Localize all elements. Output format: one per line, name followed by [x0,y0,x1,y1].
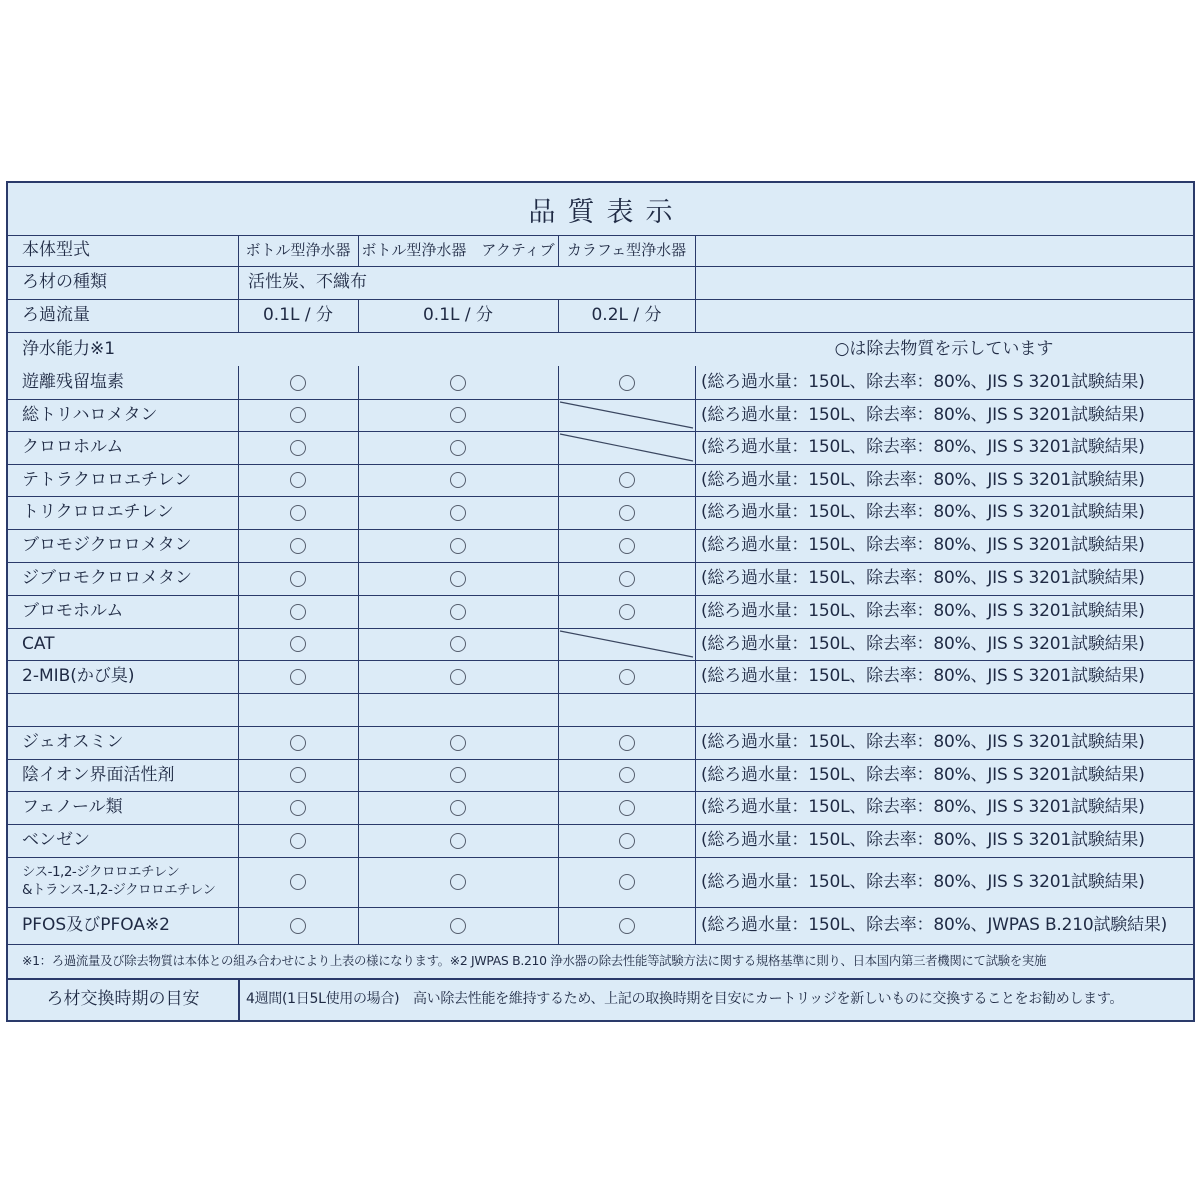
substance-name: テトラクロロエチレン [22,469,192,490]
test-result: (総ろ過水量：150L、除去率：80%、JIS S 3201試験結果) [701,437,1145,457]
substance-name: ブロモホルム [22,601,124,621]
flow-col-3: 0.2L / 分 [591,305,662,325]
test-result: (総ろ過水量：150L、除去率：80%、JIS S 3201試験結果) [701,502,1145,522]
not-applicable-slash [560,434,693,461]
substance-name: 陰イオン界面活性剤 [22,764,175,785]
test-result: (総ろ過水量：150L、除去率：80%、JIS S 3201試験結果) [701,797,1145,817]
substance-name: ジブロモクロロメタン [22,568,192,588]
model-col-3: カラフェ型浄水器 [566,241,687,259]
replacement-label: ろ材交換時期の目安 [46,988,200,1009]
capacity-label: 浄水能力※1 [22,339,116,359]
not-applicable-slash [560,631,693,657]
substance-name: 遊離残留塩素 [22,372,124,392]
test-result: (総ろ過水量：150L、除去率：80%、JIS S 3201試験結果) [701,469,1145,490]
test-result: (総ろ過水量：150L、除去率：80%、JIS S 3201試験結果) [701,871,1145,892]
substance-name: クロロホルム [22,437,124,457]
test-result: (総ろ過水量：150L、除去率：80%、JIS S 3201試験結果) [701,404,1145,425]
test-result: (総ろ過水量：150L、除去率：80%、JIS S 3201試験結果) [701,666,1145,686]
capacity-note: ○は除去物質を示しています [834,339,1054,359]
test-result: (総ろ過水量：150L、除去率：80%、JIS S 3201試験結果) [701,764,1145,785]
substance-name: フェノール類 [22,797,123,817]
media-label: ろ材の種類 [22,272,107,292]
replacement-value: 4週間(1日5L使用の場合) 高い除去性能を維持するため、上記の取換時期を目安にカートリッジを新しいものに交換することをお勧めします。 [246,991,1124,1007]
quality-label-table [6,181,1195,1022]
media-value: 活性炭、不織布 [248,272,367,292]
not-applicable-slash [560,402,693,428]
substance-name: 2-MIB(かび臭) [22,666,135,686]
model-col-1: ボトル型浄水器 [245,241,351,259]
model-col-2: ボトル型浄水器 アクティブ [361,241,555,259]
substance-name: トリクロロエチレン [22,502,174,522]
test-result: (総ろ過水量：150L、除去率：80%、JIS S 3201試験結果) [701,601,1145,621]
substance-name: ベンゼン [22,830,90,850]
substance-name: ジェオスミン [22,732,124,752]
test-result: (総ろ過水量：150L、除去率：80%、JIS S 3201試験結果) [701,633,1145,654]
flow-label: ろ過流量 [22,305,90,325]
not-applicable-slashes [8,183,1193,1020]
test-result: (総ろ過水量：150L、除去率：80%、JIS S 3201試験結果) [701,372,1145,392]
substance-name: 総トリハロメタン [22,404,158,425]
substance-name: CAT [22,633,55,654]
flow-col-2: 0.1L / 分 [422,305,494,325]
substance-name: PFOS及びPFOA※2 [22,915,171,935]
footnote: ※1：ろ過流量及び除去物質は本体との組み合わせにより上表の様になります。※2 JWPAS B.210 浄水器の除去性能等試験方法に関する規格基準に則り、日本国内第三者機関にて試験を実施 [22,952,1047,968]
test-result: (総ろ過水量：150L、除去率：80%、JIS S 3201試験結果) [701,830,1145,850]
model-label: 本体型式 [22,240,90,260]
table-title: 品質表示 [528,196,685,228]
substance-name: シス-1,2-ジクロロエチレン &トランス-1,2-ジクロロエチレン [22,864,216,898]
test-result: (総ろ過水量：150L、除去率：80%、JIS S 3201試験結果) [701,535,1145,555]
flow-col-1: 0.1L / 分 [262,305,334,325]
test-result: (総ろ過水量：150L、除去率：80%、JIS S 3201試験結果) [701,732,1145,752]
test-result: (総ろ過水量：150L、除去率：80%、JIS S 3201試験結果) [701,568,1145,588]
substance-name: ブロモジクロロメタン [22,535,192,555]
test-result: (総ろ過水量：150L、除去率：80%、JWPAS B.210試験結果) [701,915,1168,935]
